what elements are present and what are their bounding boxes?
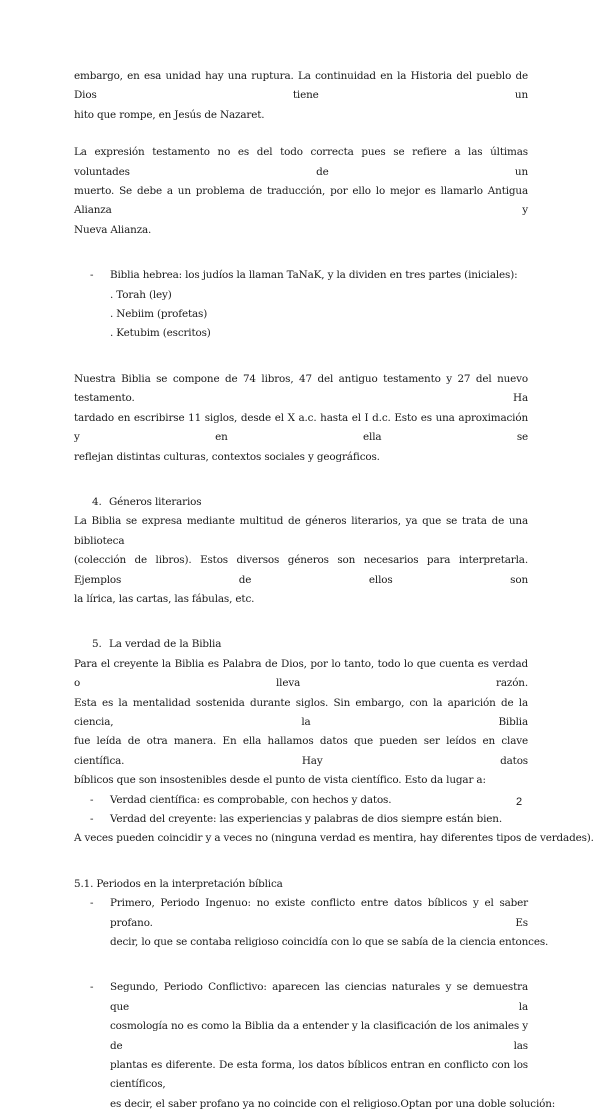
list-text: decir, lo que se contaba religioso coincidía con lo que se sabía de la ciencia entonces. [110,936,549,949]
list-heading: Biblia hebrea: los judíos la llaman TaNaK, y la dividen en tres partes (iniciales): [110,269,518,282]
list-text: plantas es diferente. De esta forma, los datos bíblicos entran en conflicto con los científicos, [110,1059,528,1091]
list-item [74,791,528,810]
paragraph-line: embargo, en esa unidad hay una ruptura. La continuidad en la Historia del pueblo de Dios tiene un [74,70,528,102]
paragraph-line: La Biblia se expresa mediante multitud de géneros literarios, ya que se trata de una biblioteca [74,515,528,547]
section-heading: 5.1. Periodos en la interpretación bíblica [74,877,283,890]
section-verdad-biblia [74,635,594,848]
section-heading [74,493,528,512]
section-number: 4. [92,495,102,508]
bullet-dash: - [90,897,94,910]
list-text: es decir, el saber profano ya no coincide con el religioso.Optan por una doble solución: [110,1097,556,1110]
body-text [74,67,594,1114]
paragraph-ruptura [74,67,528,125]
list-subitem: . Nebiim (profetas) [110,308,208,321]
paragraph-line: La expresión testamento no es del todo correcta pues se refiere a las últimas voluntades de un [74,146,528,178]
paragraph-line: A veces pueden coincidir y a veces no (ninguna verdad es mentira, hay diferentes tipos de verdades). [74,832,594,845]
paragraph-line: la lírica, las cartas, las fábulas, etc. [74,592,255,605]
bullet-dash: - [90,981,94,994]
bullet-dash: - [90,269,94,282]
page-number: 2 [516,796,523,808]
section-title: Géneros literarios [109,495,202,508]
list-text: Primero, Periodo Ingenuo: no existe conflicto entre datos bíblicos y el saber profano. Es [110,897,528,929]
list-item [74,894,549,952]
list-item [74,810,528,829]
paragraph-testamento [74,143,528,240]
list-item [74,978,556,1114]
list-text: Verdad del creyente: las experiencias y palabras de dios siempre están bien. [110,813,502,825]
paragraph-line: muerto. Se debe a un problema de traducción, por ello lo mejor es llamarlo Antigua Alianza y [74,185,528,217]
list-item [74,266,528,285]
list-text: Verdad científica: es comprobable, con hechos y datos. [110,793,392,806]
bible-hebrew-list [74,266,528,344]
paragraph-line: Nueva Alianza. [74,223,152,236]
list-text: Segundo, Periodo Conflictivo: aparecen las ciencias naturales y se demuestra que la [110,981,528,1013]
paragraph-line: reflejan distintas culturas, contextos sociales y geográficos. [74,450,380,463]
paragraph-line: Nuestra Biblia se compone de 74 libros, 47 del antiguo testamento y 27 del nuevo testamento. Ha [74,372,528,405]
paragraph-line: tardado en escribirse 11 siglos, desde el X a.c. hasta el I d.c. Esto es una aproximación y en ella se [74,411,528,444]
bullet-dash: - [90,813,94,825]
bullet-dash: - [90,793,94,806]
list-subitem: . Ketubim (escritos) [110,327,211,340]
section-title: La verdad de la Biblia [109,638,222,651]
paragraph-line: Para el creyente la Biblia es Palabra de Dios, por lo tanto, todo lo que cuenta es verdad o lleva razón. [74,657,528,690]
section-heading [74,635,528,654]
paragraph-line: bíblicos que son insostenibles desde el punto de vista científico. Esto da lugar a: [74,774,486,787]
section-generos-literarios [74,493,528,609]
paragraph-line: fue leída de otra manera. En ella hallamos datos que pueden ser leídos en clave científica. Hay datos [74,735,528,767]
list-text: cosmología no es como la Biblia da a entender y la clasificación de los animales y de las [110,1020,528,1052]
paragraph-line: Esta es la mentalidad sostenida durante siglos. Sin embargo, con la aparición de la ciencia, la Biblia [74,696,528,728]
list-subitem: . Torah (ley) [110,288,172,301]
paragraph-line: (colección de libros). Estos diversos géneros son necesarios para interpretarla. Ejemplos de ellos son [74,554,528,586]
section-number: 5. [92,638,102,651]
section-periodos [74,875,556,1114]
paragraph-libros [74,370,528,467]
paragraph-line: hito que rompe, en Jesús de Nazaret. [74,108,265,121]
